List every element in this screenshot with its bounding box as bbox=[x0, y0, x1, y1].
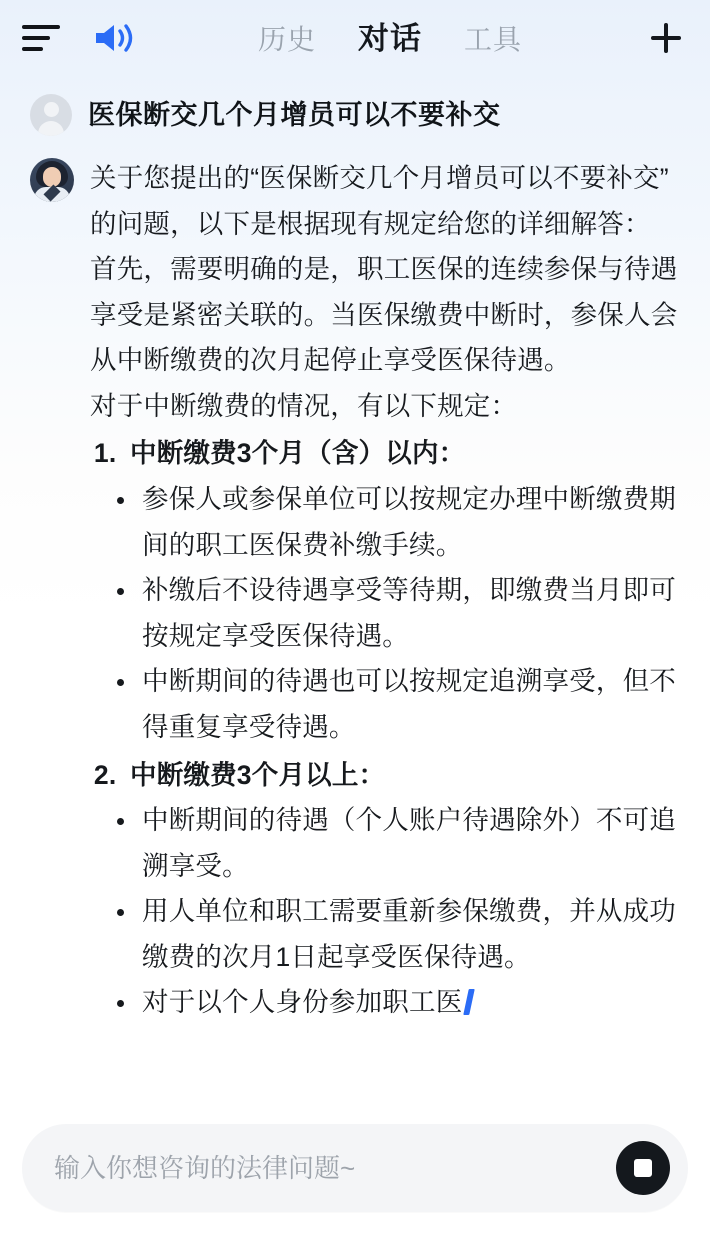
assistant-avatar-icon bbox=[30, 158, 74, 202]
chat-input[interactable] bbox=[54, 1153, 616, 1184]
conversation-scroll-area[interactable] bbox=[0, 76, 710, 1108]
composer-container bbox=[0, 1108, 710, 1240]
list-item-streaming bbox=[138, 980, 690, 1026]
stop-square-icon bbox=[634, 1159, 652, 1177]
assistant-message-body bbox=[90, 154, 690, 1026]
assistant-section-list-2 bbox=[124, 753, 690, 799]
list-item: • 中断期间的待遇（个人账户待遇除外）不可追溯享受。 bbox=[138, 798, 690, 889]
stop-generation-button[interactable] bbox=[616, 1141, 670, 1195]
tab-tools[interactable]: 工具 bbox=[464, 23, 523, 55]
section-heading-2: 2. 中断缴费3个月以上： bbox=[124, 753, 690, 799]
hamburger-menu-icon[interactable] bbox=[22, 23, 60, 53]
assistant-intro-paragraph: 关于您提出的“医保断交几个月增员可以不要补交”的问题，以下是根据现有规定给您的详细解答： bbox=[90, 163, 669, 239]
section-2-bullets bbox=[138, 798, 690, 1026]
nav-tabs bbox=[136, 20, 644, 56]
list-item: • 用人单位和职工需要重新参保缴费，并从成功缴费的次月1日起享受医保待遇。 bbox=[138, 889, 690, 980]
assistant-message bbox=[22, 146, 690, 1026]
section-heading-1: 1. 中断缴费3个月（含）以内： bbox=[124, 431, 690, 477]
list-item-text: 对于以个人身份参加职工医 bbox=[142, 987, 463, 1018]
list-item: • 参保人或参保单位可以按规定办理中断缴费期间的职工医保费补缴手续。 bbox=[138, 477, 690, 568]
assistant-paragraph-2: 对于中断缴费的情况，有以下规定： bbox=[90, 390, 518, 421]
speaker-volume-icon[interactable] bbox=[90, 18, 136, 58]
user-message-text: 医保断交几个月增员可以不要补交 bbox=[88, 100, 501, 130]
user-message bbox=[22, 76, 690, 146]
top-navigation-bar bbox=[0, 0, 710, 76]
assistant-section-list bbox=[124, 431, 690, 477]
assistant-paragraph-1: 首先，需要明确的是，职工医保的连续参保与待遇享受是紧密关联的。当医保缴费中断时，参保人会从中断缴费的次月起停止享受医保待遇。 bbox=[90, 254, 678, 376]
typing-caret-icon bbox=[464, 989, 476, 1015]
list-item: • 补缴后不设待遇享受等待期，即缴费当月即可按规定享受医保待遇。 bbox=[138, 568, 690, 659]
section-1-bullets bbox=[138, 477, 690, 750]
tab-chat[interactable]: 对话 bbox=[358, 20, 422, 56]
plus-icon[interactable] bbox=[644, 16, 688, 60]
tab-history[interactable]: 历史 bbox=[257, 23, 316, 55]
composer-bar[interactable] bbox=[22, 1124, 688, 1212]
user-avatar-icon bbox=[30, 94, 72, 136]
list-item: • 中断期间的待遇也可以按规定追溯享受，但不得重复享受待遇。 bbox=[138, 659, 690, 750]
